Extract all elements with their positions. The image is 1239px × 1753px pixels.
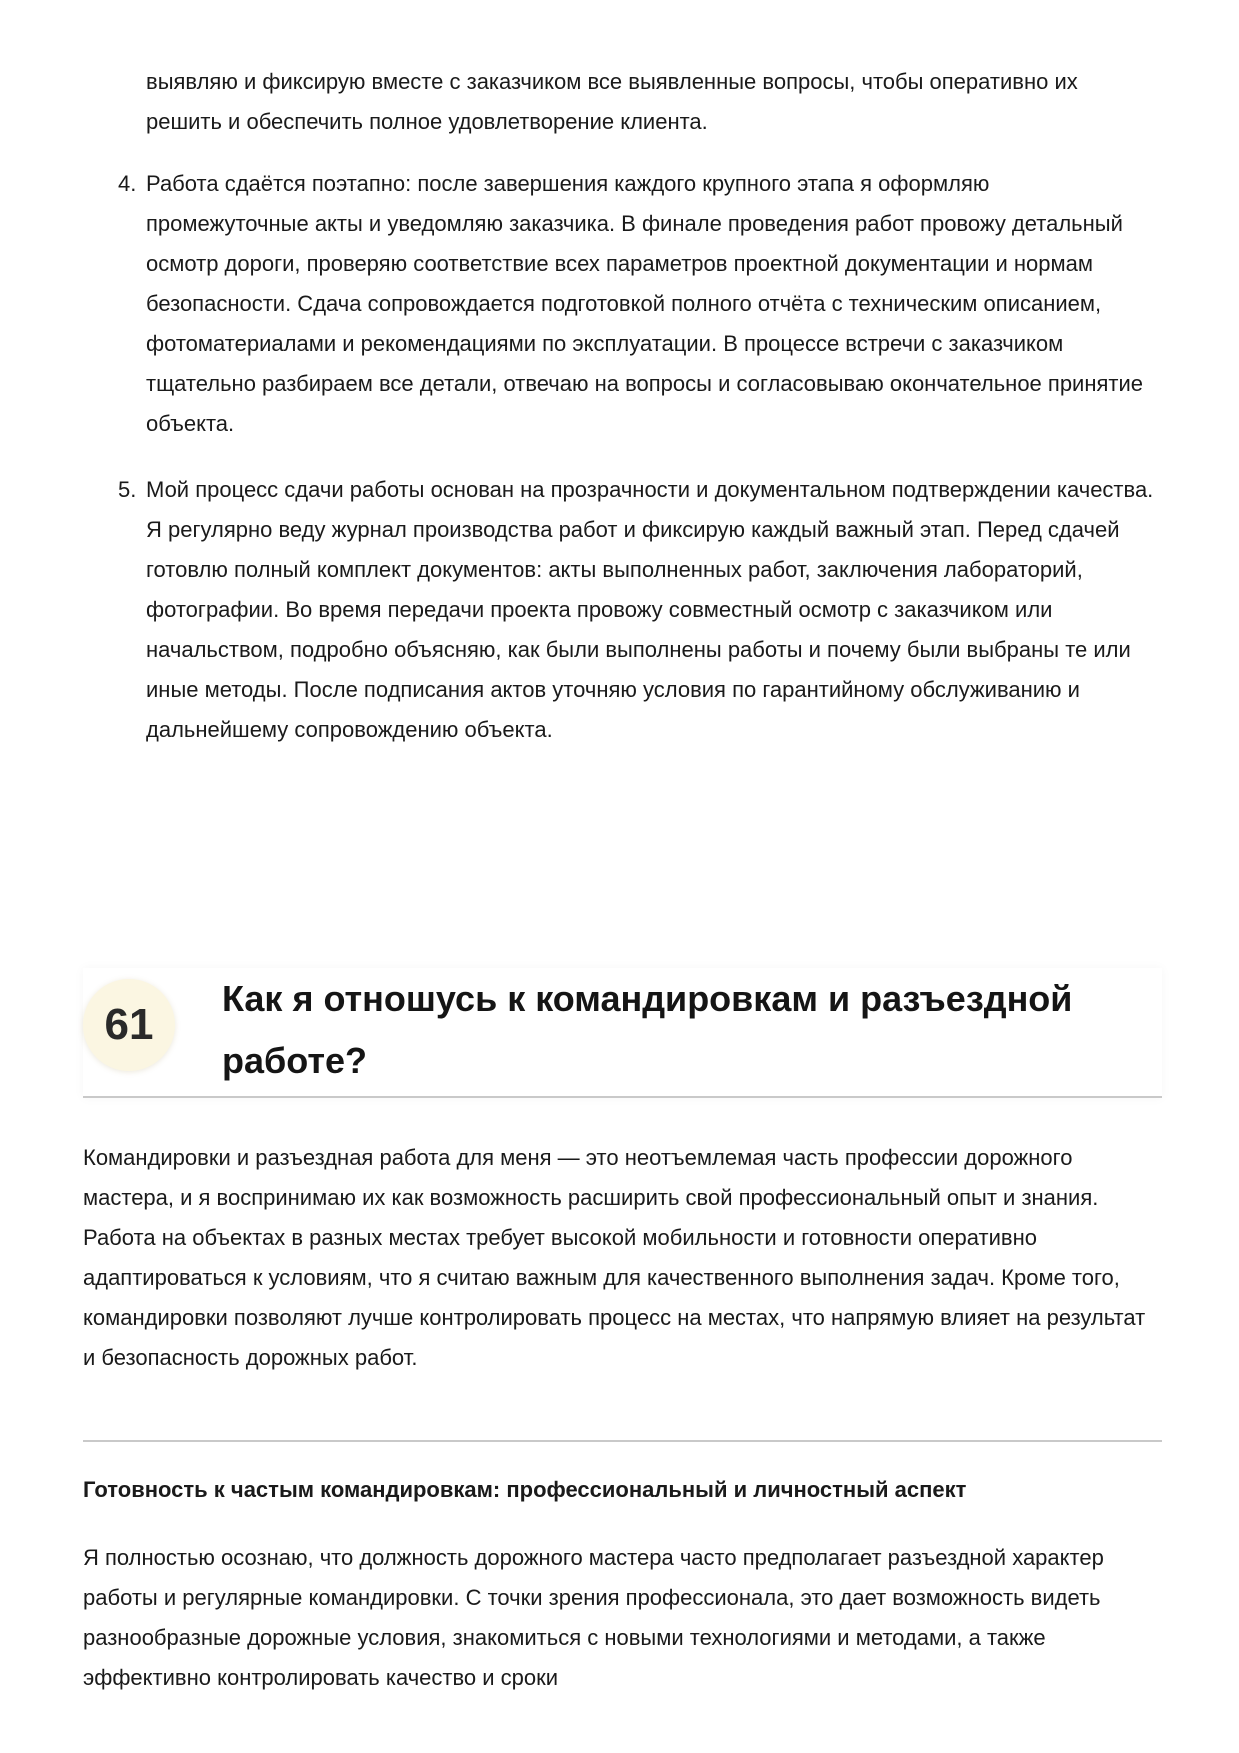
section-divider (83, 1440, 1162, 1442)
continued-list-text: выявляю и фиксирую вместе с заказчиком все выявленные вопросы, чтобы оперативно их решить и обеспечить полное удовлетворение клиента. (146, 69, 1078, 134)
question-title: Как я отношусь к командировкам и разъездной работе? (222, 978, 1073, 1081)
list-item-text: Работа сдаётся поэтапно: после завершения каждого крупного этапа я оформляю промежуточные акты и уведомляю заказчика. В финале проведения работ провожу детальный осмотр дороги, проверяю соответствие всех параметров проектной документации и нормам безопасности. Сдача сопровождается подготовкой полного отчёта с техническим описанием, фотоматериалами и рекомендациями по эксплуатации. В процессе встречи с заказчиком тщательно разбираем все детали, отвечаю на вопросы и согласовываю окончательное принятие объекта. (146, 171, 1144, 436)
list-item-text: Мой процесс сдачи работы основан на прозрачности и документальном подтверждении качества. Я регулярно веду журнал производства работ и фиксирую каждый важный этап. Перед сдачей готовлю полный комплект документов: акты выполненных работ, заключения лабораторий, фотографии. Во время передачи проекта провожу совместный осмотр с заказчиком или начальством, подробно объясняю, как были выполнены работы и почему были выбраны те или иные методы. После подписания актов уточняю условия по гарантийному обслуживанию и дальнейшему сопровождению объекта. (146, 477, 1154, 742)
list-item (118, 164, 1156, 444)
answer-list (118, 164, 1156, 776)
subsection-paragraph: Я полностью осознаю, что должность дорожного мастера часто предполагает разъездной характер работы и регулярные командировки. С точки зрения профессионала, это дает возможность видеть разнообразные дорожные условия, знакомиться с новыми технологиями и методами, а также эффективно контролировать качество и сроки (83, 1545, 1104, 1690)
list-item-number: 4. (118, 171, 137, 196)
question-number-badge: 61 (83, 979, 175, 1071)
subsection-heading: Готовность к частым командировкам: профессиональный и личностный аспект (83, 1477, 967, 1502)
list-item (118, 470, 1156, 750)
question-header (83, 968, 1162, 1098)
answer-intro-paragraph: Командировки и разъездная работа для меня — это неотъемлемая часть профессии дорожного мастера, и я воспринимаю их как возможность расширить свой профессиональный опыт и знания. Работа на объектах в разных местах требует высокой мобильности и готовности оперативно адаптироваться к условиям, что я считаю важным для качественного выполнения задач. Кроме того, командировки позволяют лучше контролировать процесс на местах, что напрямую влияет на результат и безопасность дорожных работ. (83, 1145, 1146, 1370)
list-item-number: 5. (118, 477, 137, 502)
